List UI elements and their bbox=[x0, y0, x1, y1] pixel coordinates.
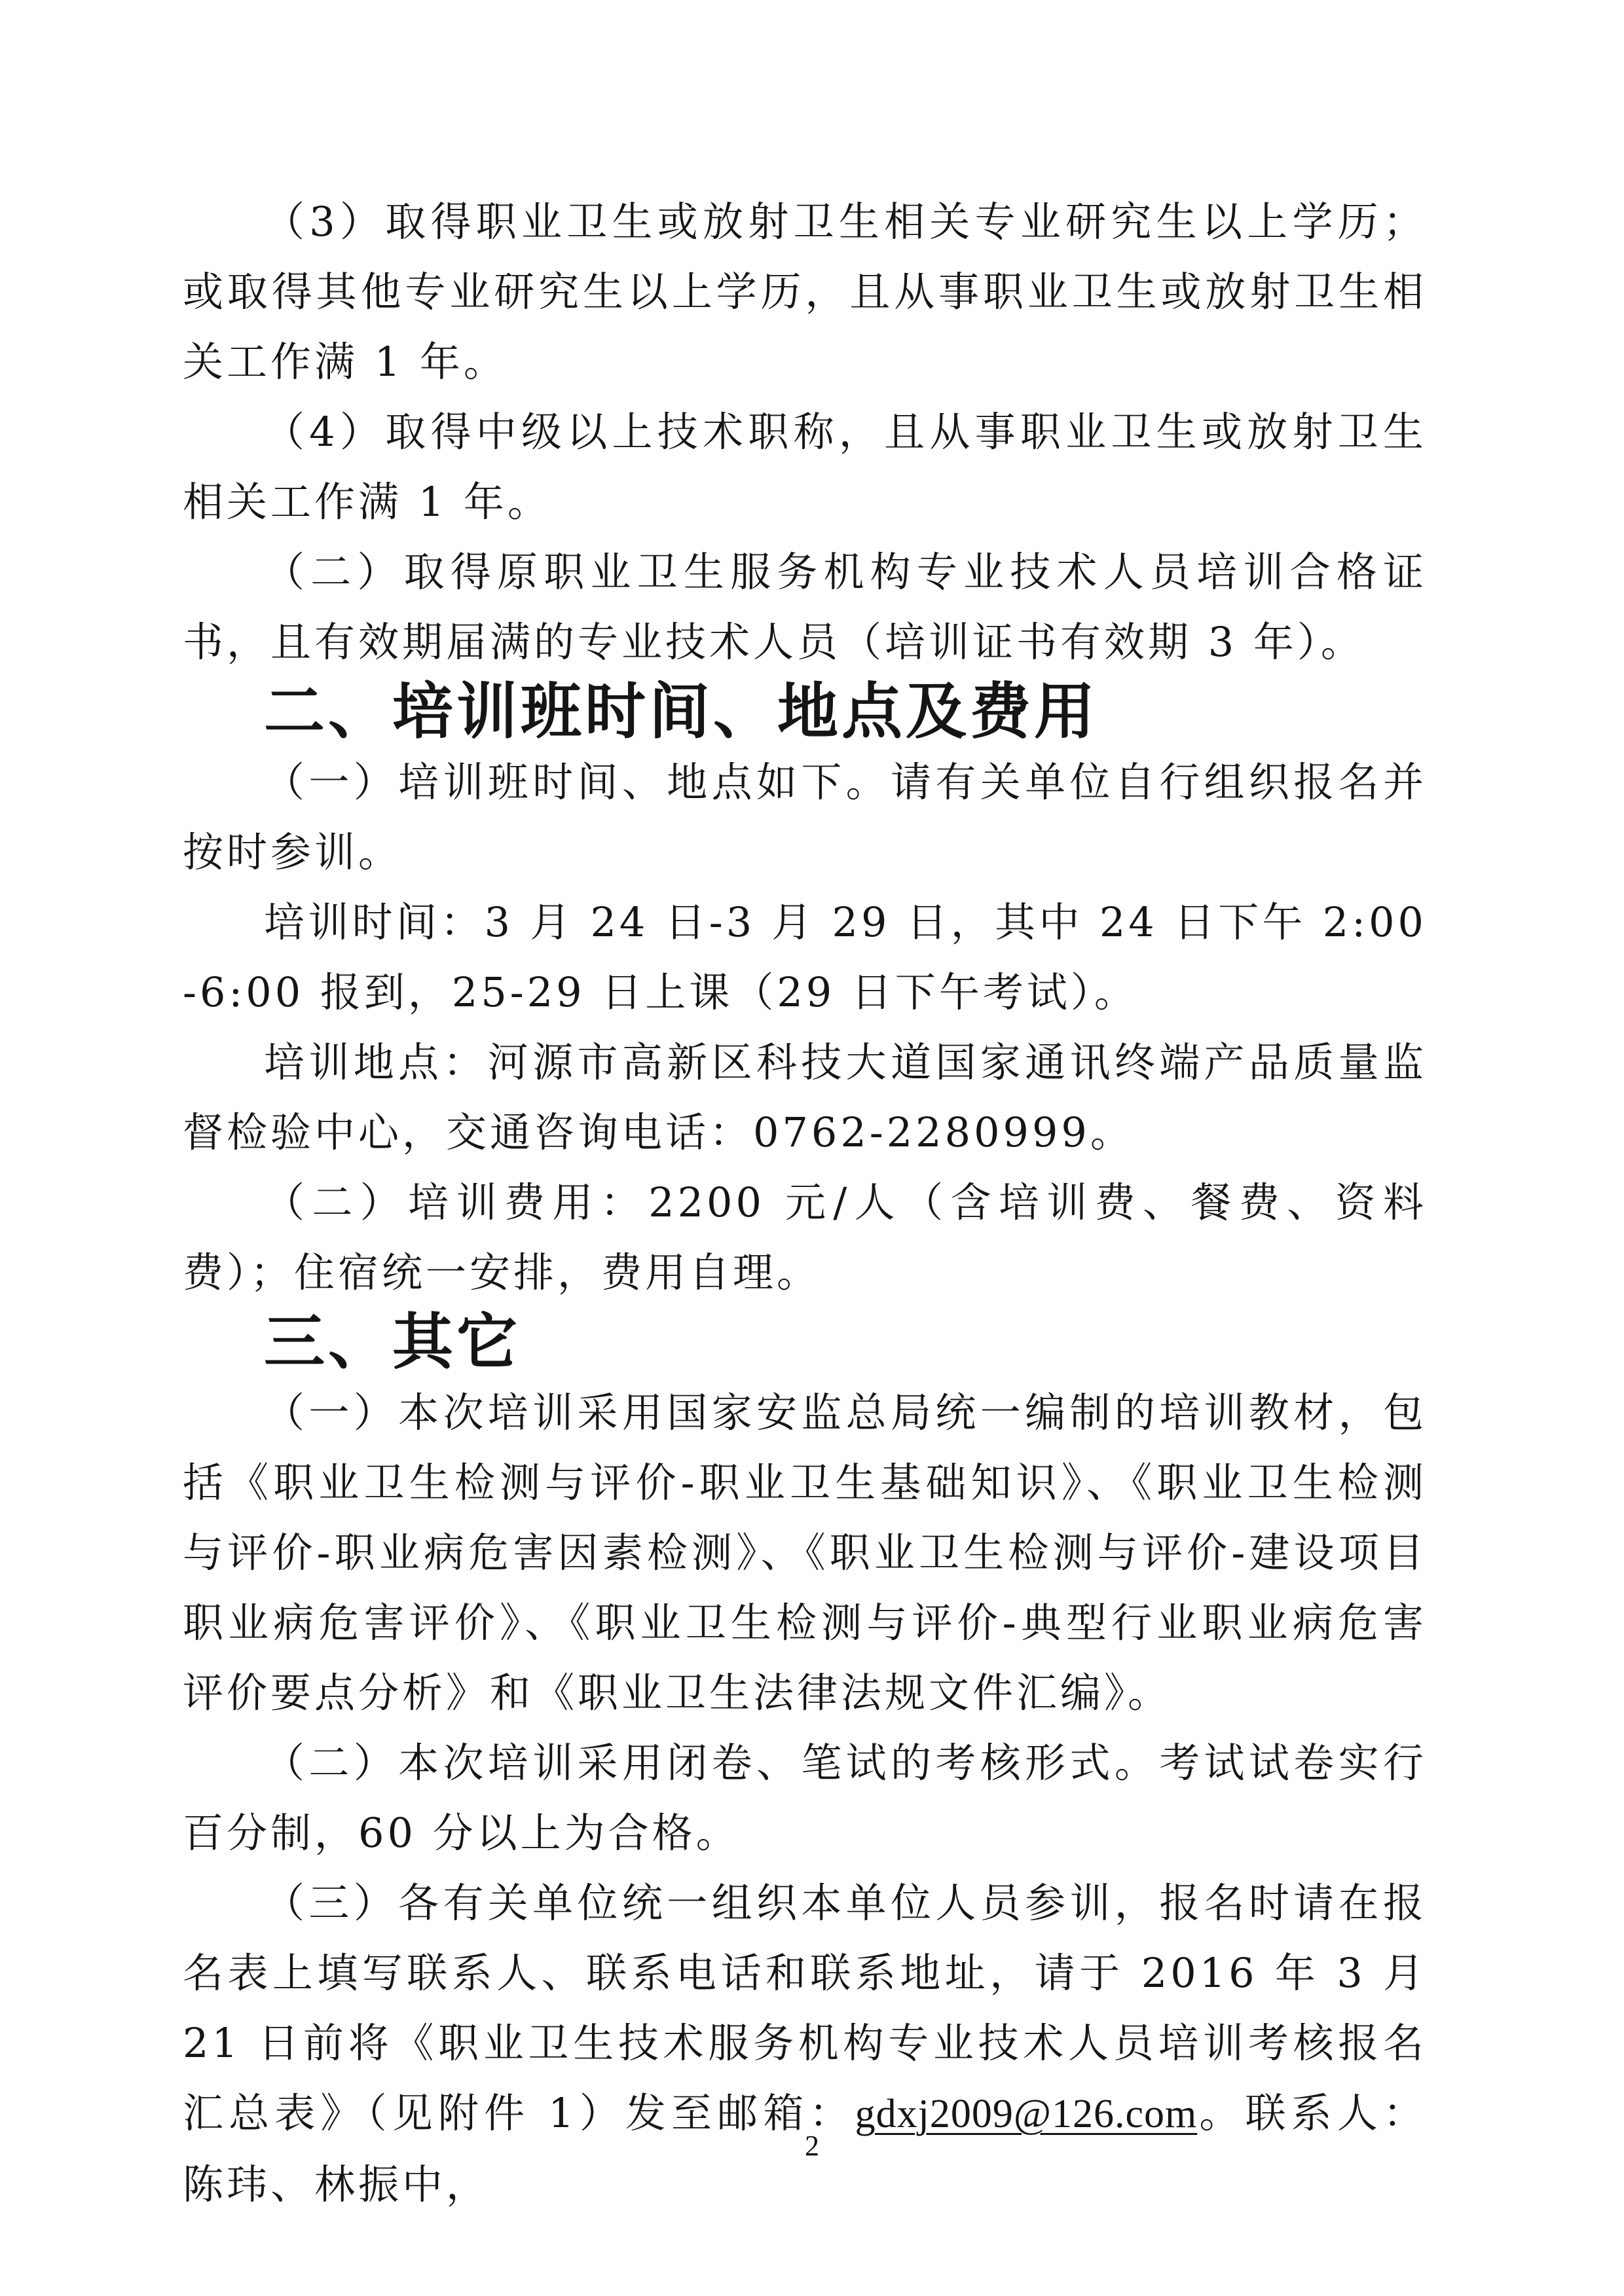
training-time-place-paragraph: （一）培训班时间、地点如下。请有关单位自行组织报名并按时参训。 bbox=[183, 758, 1427, 876]
requirement-paragraph-3: （3）取得职业卫生或放射卫生相关专业研究生以上学历；或取得其他专业研究生以上学历，且从事职业卫生或放射卫生相关工作满 1 年。 bbox=[183, 198, 1427, 386]
certificate-renewal-paragraph: （二）取得原职业卫生服务机构专业技术人员培训合格证书，且有效期届满的专业技术人员（培训证书有效期 3 年）。 bbox=[183, 548, 1427, 666]
registration-text-after-email: 。联系人：陈玮、林振中， bbox=[183, 2089, 1427, 2208]
section-three-heading: 三、其它 bbox=[264, 1307, 521, 1377]
training-time-paragraph: 培训时间：3 月 24 日-3 月 29 日，其中 24 日下午 2:00-6:00 报到，25-29 日上课（29 日下午考试）。 bbox=[183, 898, 1427, 1016]
training-materials-paragraph: （一）本次培训采用国家安监总局统一编制的培训教材，包括《职业卫生检测与评价-职业卫生基础知识》、《职业卫生检测与评价-职业病危害因素检测》、《职业卫生检测与评价-建设项目职业病危害评价》、《职业卫生检测与评价-典型行业职业病危害评价要点分析》和《职业卫生法律法规文件汇编》。 bbox=[183, 1389, 1427, 1717]
training-location-paragraph: 培训地点：河源市高新区科技大道国家通讯终端产品质量监督检验中心，交通咨询电话：0762-2280999。 bbox=[183, 1038, 1427, 1156]
section-two-heading: 二、培训班时间、地点及费用 bbox=[264, 676, 1098, 747]
training-fee-paragraph: （二）培训费用：2200 元/人（含培训费、餐费、资料费）；住宿统一安排，费用自理。 bbox=[183, 1178, 1427, 1296]
registration-paragraph bbox=[183, 1868, 1427, 2219]
registration-email-link[interactable]: gdxj2009@126.com bbox=[855, 2092, 1198, 2136]
exam-format-paragraph: （二）本次培训采用闭卷、笔试的考核形式。考试试卷实行百分制，60 分以上为合格。 bbox=[183, 1739, 1427, 1857]
page-number: 2 bbox=[805, 2130, 819, 2162]
registration-text-before-email: （三）各有关单位统一组织本单位人员参训，报名时请在报名表上填写联系人、联系电话和联系地址，请于 2016 年 3 月 21 日前将《职业卫生技术服务机构专业技术人员培训考核报名汇总表》（见附件 1）发至邮箱： bbox=[183, 1879, 1427, 2137]
document-body bbox=[183, 187, 1427, 2219]
requirement-paragraph-4: （4）取得中级以上技术职称，且从事职业卫生或放射卫生相关工作满 1 年。 bbox=[183, 408, 1427, 526]
